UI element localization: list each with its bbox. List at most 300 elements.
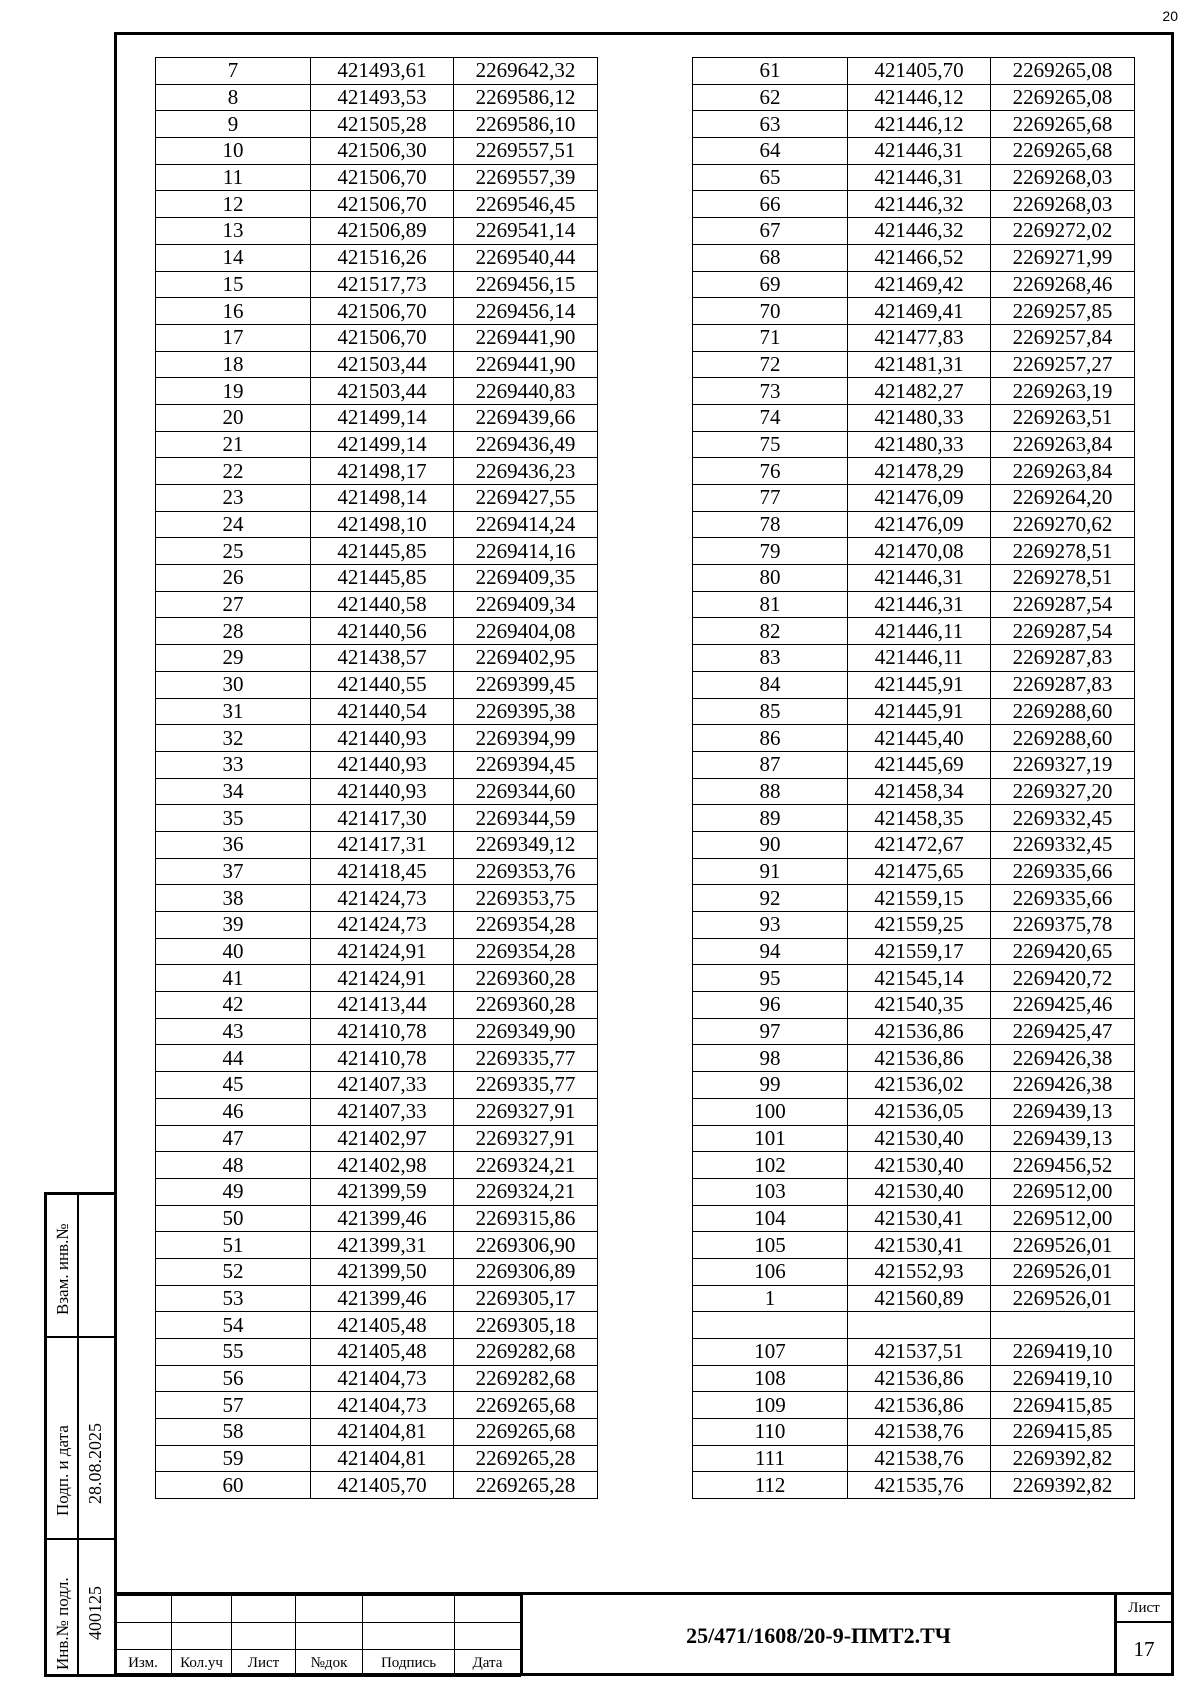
coord-y: 2269257,85 <box>991 298 1135 325</box>
table-row <box>693 885 1135 912</box>
coord-x: 421498,14 <box>311 485 454 512</box>
coord-x: 421536,86 <box>848 1018 991 1045</box>
point-number: 9 <box>156 111 311 138</box>
table-row <box>693 1178 1135 1205</box>
point-number: 8 <box>156 84 311 111</box>
point-number: 54 <box>156 1312 311 1339</box>
table-row <box>156 1045 598 1072</box>
table-row <box>693 1018 1135 1045</box>
point-number: 43 <box>156 1018 311 1045</box>
point-number: 94 <box>693 938 848 965</box>
table-row <box>693 1472 1135 1499</box>
table-row <box>693 858 1135 885</box>
coord-y: 2269265,28 <box>454 1445 598 1472</box>
point-number: 40 <box>156 938 311 965</box>
table-row <box>156 298 598 325</box>
coord-x: 421538,76 <box>848 1445 991 1472</box>
coord-y: 2269263,84 <box>991 458 1135 485</box>
coord-y: 2269526,01 <box>991 1285 1135 1312</box>
point-number: 30 <box>156 671 311 698</box>
point-number: 26 <box>156 565 311 592</box>
coord-y: 2269441,90 <box>454 324 598 351</box>
point-number: 15 <box>156 271 311 298</box>
point-number: 75 <box>693 431 848 458</box>
table-row <box>693 645 1135 672</box>
coord-y: 2269265,08 <box>991 84 1135 111</box>
podp-label: Подп. и дата <box>53 1425 72 1516</box>
revision-header-cell: Подпись <box>363 1650 455 1677</box>
point-number: 76 <box>693 458 848 485</box>
coord-y: 2269586,12 <box>454 84 598 111</box>
coord-x: 421560,89 <box>848 1285 991 1312</box>
coord-x: 421530,40 <box>848 1178 991 1205</box>
coord-x: 421536,86 <box>848 1365 991 1392</box>
revision-header-cell: №док <box>296 1650 363 1677</box>
table-row <box>156 885 598 912</box>
table-row <box>156 1232 598 1259</box>
coord-x: 421402,98 <box>311 1152 454 1179</box>
point-number: 82 <box>693 618 848 645</box>
point-number: 44 <box>156 1045 311 1072</box>
point-number: 85 <box>693 698 848 725</box>
point-number: 65 <box>693 164 848 191</box>
coord-y: 2269540,44 <box>454 244 598 271</box>
point-number: 87 <box>693 751 848 778</box>
coord-y: 2269272,02 <box>991 218 1135 245</box>
coord-x: 421399,50 <box>311 1258 454 1285</box>
table-row <box>156 618 598 645</box>
point-number: 41 <box>156 965 311 992</box>
table-row <box>693 324 1135 351</box>
table-row <box>156 1072 598 1099</box>
coord-y: 2269332,45 <box>991 805 1135 832</box>
table-row <box>156 1312 598 1339</box>
point-number: 13 <box>156 218 311 245</box>
coord-x: 421446,11 <box>848 645 991 672</box>
coord-x: 421469,42 <box>848 271 991 298</box>
coord-y: 2269392,82 <box>991 1445 1135 1472</box>
coord-x: 421446,31 <box>848 565 991 592</box>
table-row <box>156 725 598 752</box>
table-row <box>693 591 1135 618</box>
sheet-number: 17 <box>1133 1637 1155 1661</box>
coord-y: 2269586,10 <box>454 111 598 138</box>
table-row <box>156 751 598 778</box>
table-row <box>156 1205 598 1232</box>
coord-x: 421480,33 <box>848 404 991 431</box>
table-row <box>693 618 1135 645</box>
table-row <box>693 938 1135 965</box>
coord-x: 421481,31 <box>848 351 991 378</box>
table-row <box>156 1178 598 1205</box>
table-row <box>693 751 1135 778</box>
coord-x: 421472,67 <box>848 831 991 858</box>
table-row <box>693 404 1135 431</box>
point-number: 83 <box>693 645 848 672</box>
coord-y: 2269271,99 <box>991 244 1135 271</box>
point-number: 92 <box>693 885 848 912</box>
point-number: 73 <box>693 378 848 405</box>
point-number: 86 <box>693 725 848 752</box>
coord-x: 421445,40 <box>848 725 991 752</box>
table-row <box>693 271 1135 298</box>
coord-y: 2269324,21 <box>454 1178 598 1205</box>
coord-y: 2269335,66 <box>991 858 1135 885</box>
point-number: 71 <box>693 324 848 351</box>
coord-y: 2269324,21 <box>454 1152 598 1179</box>
coord-x: 421405,48 <box>311 1312 454 1339</box>
table-row <box>156 1018 598 1045</box>
coord-y: 2269268,03 <box>991 191 1135 218</box>
coord-x: 421458,35 <box>848 805 991 832</box>
coord-x: 421404,73 <box>311 1365 454 1392</box>
coordinates-table-left <box>155 57 598 1499</box>
table-row <box>693 992 1135 1019</box>
table-row <box>156 858 598 885</box>
coord-x: 421445,91 <box>848 698 991 725</box>
coord-y: 2269353,75 <box>454 885 598 912</box>
coord-y: 2269395,38 <box>454 698 598 725</box>
point-number: 99 <box>693 1072 848 1099</box>
point-number: 52 <box>156 1258 311 1285</box>
coord-y: 2269335,77 <box>454 1072 598 1099</box>
table-row <box>693 725 1135 752</box>
coord-x: 421536,02 <box>848 1072 991 1099</box>
coord-x: 421402,97 <box>311 1125 454 1152</box>
table-row <box>156 1472 598 1499</box>
table-row <box>156 1392 598 1419</box>
coord-x: 421476,09 <box>848 485 991 512</box>
coord-x: 421417,30 <box>311 805 454 832</box>
coord-y: 2269425,47 <box>991 1018 1135 1045</box>
coord-y: 2269394,45 <box>454 751 598 778</box>
coord-y: 2269287,83 <box>991 645 1135 672</box>
point-number: 77 <box>693 485 848 512</box>
table-row <box>156 645 598 672</box>
point-number: 84 <box>693 671 848 698</box>
point-number: 1 <box>693 1285 848 1312</box>
point-number: 20 <box>156 404 311 431</box>
point-number: 108 <box>693 1365 848 1392</box>
point-number: 55 <box>156 1339 311 1366</box>
table-row <box>693 1232 1135 1259</box>
point-number: 23 <box>156 485 311 512</box>
point-number: 7 <box>156 58 311 85</box>
point-number: 66 <box>693 191 848 218</box>
coord-x: 421537,51 <box>848 1339 991 1366</box>
point-number <box>693 1312 848 1339</box>
coord-x: 421503,44 <box>311 351 454 378</box>
coord-x: 421405,70 <box>311 1472 454 1499</box>
coord-x: 421405,70 <box>848 58 991 85</box>
title-block <box>114 1592 1174 1676</box>
table-row <box>156 831 598 858</box>
page-number: 20 <box>1162 8 1178 24</box>
point-number: 25 <box>156 538 311 565</box>
coord-y <box>991 1312 1135 1339</box>
point-number: 19 <box>156 378 311 405</box>
coord-x: 421424,91 <box>311 965 454 992</box>
coord-x: 421440,56 <box>311 618 454 645</box>
coord-y: 2269288,60 <box>991 725 1135 752</box>
point-number: 64 <box>693 138 848 165</box>
coord-x: 421517,73 <box>311 271 454 298</box>
table-row <box>156 138 598 165</box>
point-number: 98 <box>693 1045 848 1072</box>
table-row <box>156 1285 598 1312</box>
point-number: 78 <box>693 511 848 538</box>
coord-x: 421559,17 <box>848 938 991 965</box>
table-row <box>693 244 1135 271</box>
table-row <box>156 271 598 298</box>
point-number: 104 <box>693 1205 848 1232</box>
coord-x: 421445,85 <box>311 565 454 592</box>
point-number: 102 <box>693 1152 848 1179</box>
coord-y: 2269287,54 <box>991 618 1135 645</box>
table-row <box>693 298 1135 325</box>
table-row <box>156 244 598 271</box>
point-number: 48 <box>156 1152 311 1179</box>
point-number: 31 <box>156 698 311 725</box>
point-number: 109 <box>693 1392 848 1419</box>
coord-y: 2269268,46 <box>991 271 1135 298</box>
coord-y: 2269420,65 <box>991 938 1135 965</box>
table-row <box>693 1205 1135 1232</box>
coord-y: 2269399,45 <box>454 671 598 698</box>
coord-y: 2269415,85 <box>991 1419 1135 1446</box>
coord-x: 421413,44 <box>311 992 454 1019</box>
coord-x: 421540,35 <box>848 992 991 1019</box>
point-number: 79 <box>693 538 848 565</box>
table-row <box>693 1125 1135 1152</box>
coord-x: 421446,12 <box>848 84 991 111</box>
coord-y: 2269546,45 <box>454 191 598 218</box>
coord-y: 2269265,28 <box>454 1472 598 1499</box>
coord-y: 2269642,32 <box>454 58 598 85</box>
table-row <box>156 671 598 698</box>
coord-y: 2269288,60 <box>991 698 1135 725</box>
coord-x: 421536,86 <box>848 1392 991 1419</box>
coord-y: 2269439,66 <box>454 404 598 431</box>
point-number: 21 <box>156 431 311 458</box>
point-number: 42 <box>156 992 311 1019</box>
table-row <box>693 138 1135 165</box>
document-code: 25/471/1608/20-9-ПМТ2.ТЧ <box>520 1595 1114 1676</box>
table-row <box>693 458 1135 485</box>
point-number: 97 <box>693 1018 848 1045</box>
coord-y: 2269426,38 <box>991 1072 1135 1099</box>
inv-label: Инв.№ подл. <box>53 1577 72 1670</box>
coord-x: 421445,85 <box>311 538 454 565</box>
coord-x: 421418,45 <box>311 858 454 885</box>
coord-y: 2269526,01 <box>991 1258 1135 1285</box>
point-number: 10 <box>156 138 311 165</box>
coord-y: 2269335,77 <box>454 1045 598 1072</box>
coord-y: 2269305,17 <box>454 1285 598 1312</box>
point-number: 112 <box>693 1472 848 1499</box>
point-number: 58 <box>156 1419 311 1446</box>
coord-y: 2269419,10 <box>991 1365 1135 1392</box>
point-number: 27 <box>156 591 311 618</box>
table-row <box>156 538 598 565</box>
table-row <box>693 538 1135 565</box>
coord-x: 421404,73 <box>311 1392 454 1419</box>
table-row <box>156 58 598 85</box>
coord-x: 421530,40 <box>848 1125 991 1152</box>
point-number: 101 <box>693 1125 848 1152</box>
point-number: 29 <box>156 645 311 672</box>
coord-x: 421466,52 <box>848 244 991 271</box>
coord-y: 2269282,68 <box>454 1339 598 1366</box>
coord-y: 2269306,90 <box>454 1232 598 1259</box>
table-row <box>693 805 1135 832</box>
coord-x: 421506,70 <box>311 191 454 218</box>
coord-y: 2269436,23 <box>454 458 598 485</box>
coord-y: 2269512,00 <box>991 1178 1135 1205</box>
revision-header-cell: Лист <box>232 1650 296 1677</box>
table-row <box>693 485 1135 512</box>
table-row <box>693 1312 1135 1339</box>
table-row <box>693 218 1135 245</box>
coord-x: 421446,31 <box>848 138 991 165</box>
coord-x: 421440,54 <box>311 698 454 725</box>
point-number: 46 <box>156 1098 311 1125</box>
coord-y: 2269456,52 <box>991 1152 1135 1179</box>
table-row <box>156 1258 598 1285</box>
vzam-label: Взам. инв.№ <box>53 1223 72 1315</box>
table-row <box>693 831 1135 858</box>
point-number: 24 <box>156 511 311 538</box>
table-row <box>156 164 598 191</box>
coord-y: 2269439,13 <box>991 1125 1135 1152</box>
coord-x: 421446,31 <box>848 591 991 618</box>
coord-x: 421493,61 <box>311 58 454 85</box>
coord-x: 421445,69 <box>848 751 991 778</box>
coord-y: 2269409,35 <box>454 565 598 592</box>
point-number: 72 <box>693 351 848 378</box>
coord-y: 2269436,49 <box>454 431 598 458</box>
side-cell-vzam <box>47 1195 114 1338</box>
table-row <box>693 1339 1135 1366</box>
coord-y: 2269278,51 <box>991 538 1135 565</box>
point-number: 35 <box>156 805 311 832</box>
coord-x: 421545,14 <box>848 965 991 992</box>
point-number: 106 <box>693 1258 848 1285</box>
table-row <box>693 164 1135 191</box>
coord-y: 2269287,54 <box>991 591 1135 618</box>
point-number: 17 <box>156 324 311 351</box>
table-row <box>156 324 598 351</box>
table-row <box>693 1072 1135 1099</box>
table-row <box>156 84 598 111</box>
revision-grid <box>114 1595 521 1677</box>
coord-y: 2269541,14 <box>454 218 598 245</box>
revision-header-cell: Изм. <box>115 1650 172 1677</box>
point-number: 18 <box>156 351 311 378</box>
table-row <box>156 912 598 939</box>
table-row <box>693 1392 1135 1419</box>
table-row <box>693 1419 1135 1446</box>
table-row <box>156 1419 598 1446</box>
table-row <box>156 351 598 378</box>
point-number: 51 <box>156 1232 311 1259</box>
table-row <box>156 591 598 618</box>
coord-y: 2269354,28 <box>454 912 598 939</box>
table-row <box>693 1285 1135 1312</box>
side-stamp <box>44 1192 114 1677</box>
point-number: 33 <box>156 751 311 778</box>
table-row <box>693 351 1135 378</box>
coord-y: 2269427,55 <box>454 485 598 512</box>
coord-y: 2269456,14 <box>454 298 598 325</box>
coord-x: 421498,10 <box>311 511 454 538</box>
point-number: 39 <box>156 912 311 939</box>
point-number: 14 <box>156 244 311 271</box>
point-number: 37 <box>156 858 311 885</box>
coord-x: 421424,91 <box>311 938 454 965</box>
point-number: 50 <box>156 1205 311 1232</box>
sheet-label: Лист <box>1117 1595 1171 1623</box>
coord-x: 421417,31 <box>311 831 454 858</box>
coord-y: 2269402,95 <box>454 645 598 672</box>
coord-y: 2269420,72 <box>991 965 1135 992</box>
table-row <box>156 191 598 218</box>
table-row <box>693 111 1135 138</box>
point-number: 61 <box>693 58 848 85</box>
table-row <box>156 111 598 138</box>
coord-x: 421440,58 <box>311 591 454 618</box>
point-number: 88 <box>693 778 848 805</box>
point-number: 90 <box>693 831 848 858</box>
coordinates-table-right <box>692 57 1135 1499</box>
point-number: 107 <box>693 1339 848 1366</box>
coord-y: 2269360,28 <box>454 965 598 992</box>
table-row <box>156 1152 598 1179</box>
table-row <box>156 805 598 832</box>
coord-y: 2269270,62 <box>991 511 1135 538</box>
point-number: 34 <box>156 778 311 805</box>
coord-x: 421476,09 <box>848 511 991 538</box>
podp-date: 28.08.2025 <box>85 1423 105 1504</box>
point-number: 95 <box>693 965 848 992</box>
coord-x: 421505,28 <box>311 111 454 138</box>
table-row <box>156 778 598 805</box>
coord-x: 421477,83 <box>848 324 991 351</box>
coord-x: 421407,33 <box>311 1098 454 1125</box>
coord-x: 421446,12 <box>848 111 991 138</box>
coord-y: 2269257,84 <box>991 324 1135 351</box>
sheet-box <box>1114 1595 1171 1676</box>
table-row <box>156 698 598 725</box>
coord-y: 2269526,01 <box>991 1232 1135 1259</box>
point-number: 68 <box>693 244 848 271</box>
coord-y: 2269404,08 <box>454 618 598 645</box>
coord-y: 2269344,60 <box>454 778 598 805</box>
coord-x: 421407,33 <box>311 1072 454 1099</box>
coord-y: 2269349,90 <box>454 1018 598 1045</box>
coord-y: 2269287,83 <box>991 671 1135 698</box>
coord-x: 421410,78 <box>311 1018 454 1045</box>
coord-x: 421499,14 <box>311 404 454 431</box>
coord-x: 421404,81 <box>311 1419 454 1446</box>
coord-x: 421405,48 <box>311 1339 454 1366</box>
coord-x: 421493,53 <box>311 84 454 111</box>
coord-y: 2269349,12 <box>454 831 598 858</box>
point-number: 22 <box>156 458 311 485</box>
coord-x: 421424,73 <box>311 912 454 939</box>
coord-y: 2269327,91 <box>454 1098 598 1125</box>
coord-y: 2269268,03 <box>991 164 1135 191</box>
